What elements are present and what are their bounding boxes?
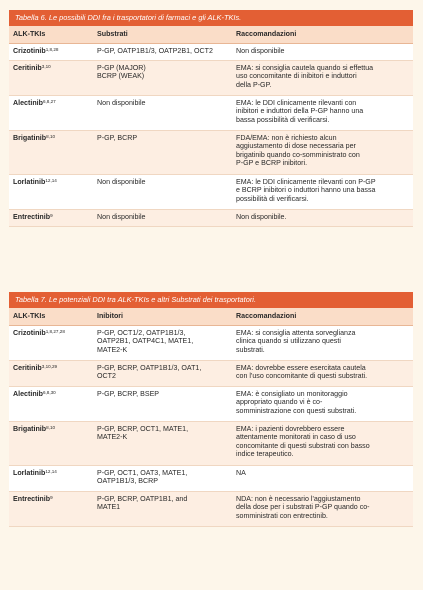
table-row — [9, 421, 413, 465]
cell-text-line: P-GP, BCRP, OATP1B1/3, OAT1, — [97, 363, 202, 372]
recommendation-cell — [232, 465, 413, 491]
reference-superscript: 12,14 — [45, 177, 57, 183]
cell-text-line: della dose per i substrati P-GP quando co- — [236, 503, 370, 512]
data-table — [9, 26, 413, 227]
recommendation-cell — [232, 209, 413, 226]
cell-text-line: BCRP (WEAK) — [97, 72, 145, 81]
drug-name-cell — [9, 465, 93, 491]
data-table — [9, 308, 413, 527]
recommendation-cell — [232, 386, 413, 421]
drug-name: Entrectinib — [13, 494, 51, 503]
cell-text-line: P-GP, BCRP, OCT1, MATE1, — [97, 424, 189, 433]
transporter-cell — [93, 130, 232, 174]
header-row — [9, 26, 413, 43]
cell-text-line: P-GP (MAJOR) — [97, 63, 146, 72]
cell-text-line: P-GP e BCRP inibitori. — [236, 159, 308, 168]
table-row — [9, 60, 413, 95]
table-row — [9, 174, 413, 209]
cell-text-line: MATE1 — [97, 503, 121, 512]
cell-text-line: somministrazione con questi substrati. — [236, 406, 357, 415]
transporter-cell — [93, 95, 232, 130]
transporter-cell — [93, 465, 232, 491]
transporter-cell — [93, 60, 232, 95]
recommendation-cell — [232, 43, 413, 60]
table-row — [9, 95, 413, 130]
cell-text-line: P-GP, BCRP, OATP1B1, and — [97, 494, 188, 503]
drug-name: Crizotinib — [13, 46, 46, 55]
recommendation-cell — [232, 491, 413, 526]
transporter-cell — [93, 360, 232, 386]
cell-text-line: clinica quando si utilizzano questi — [236, 337, 341, 346]
drug-name-cell — [9, 174, 93, 209]
cell-text-line: brigatinib quando co-somministrato con — [236, 150, 360, 159]
drug-name: Ceritinib — [13, 363, 42, 372]
cell-text-line: substrati. — [236, 345, 265, 354]
cell-text-line: aggiustamento di dose necessaria per — [236, 142, 356, 151]
header-row — [9, 308, 413, 325]
cell-text-line: bassa possibilità di verificarsi. — [236, 115, 330, 124]
table-7 — [9, 292, 413, 527]
drug-name: Lorlatinib — [13, 177, 46, 186]
table-row — [9, 325, 413, 360]
reference-superscript: 6,8,30 — [42, 389, 56, 395]
drug-name-cell — [9, 386, 93, 421]
cell-text-line: EMA: è consigliato un monitoraggio — [236, 389, 348, 398]
column-header: Raccomandazioni — [232, 308, 413, 325]
reference-superscript: 6,8,27 — [42, 98, 56, 104]
transporter-cell — [93, 325, 232, 360]
transporter-cell — [93, 209, 232, 226]
transporter-cell — [93, 386, 232, 421]
cell-text-line: P-GP, OCT1, OAT3, MATE1, — [97, 468, 188, 477]
cell-text-line: EMA: si consiglia attenta sorveglianza — [236, 328, 356, 337]
recommendation-cell — [232, 174, 413, 209]
cell-text-line: appropriato quando vi è co- — [236, 398, 323, 407]
cell-text-line: MATE2-K — [97, 345, 128, 354]
reference-superscript: 8,10 — [46, 133, 56, 139]
reference-superscript: 3,10,29 — [41, 363, 58, 369]
cell-text-line: concomitante di questi substrati con basso — [236, 441, 370, 450]
drug-name-cell — [9, 43, 93, 60]
reference-superscript: 1,8,27,28 — [45, 328, 65, 334]
cell-text-line: Non disponibile — [97, 177, 146, 186]
cell-text-line: possibilità di verificarsi. — [236, 194, 309, 203]
recommendation-cell — [232, 325, 413, 360]
recommendation-cell — [232, 421, 413, 465]
cell-text-line: EMA: si consiglia cautela quando si effettua — [236, 63, 374, 72]
transporter-cell — [93, 174, 232, 209]
cell-text-line: indice terapeutico. — [236, 450, 294, 459]
cell-text-line: inibitori e induttori della P-GP hanno una — [236, 107, 364, 116]
transporter-cell — [93, 43, 232, 60]
cell-text-line: somministrati con entrectinib. — [236, 511, 328, 520]
reference-superscript: 8,10 — [46, 424, 56, 430]
cell-text-line: P-GP, BCRP — [97, 133, 138, 142]
recommendation-cell — [232, 95, 413, 130]
table-row — [9, 43, 413, 60]
reference-superscript: 9 — [50, 494, 53, 500]
drug-name-cell — [9, 360, 93, 386]
cell-text-line: e BCRP inibitori o induttori hanno una bassa — [236, 186, 376, 195]
drug-name: Lorlatinib — [13, 468, 46, 477]
table-caption: Tabella 6. Le possibili DDI fra i trasportatori di farmaci e gli ALK-TKIs. — [9, 10, 413, 26]
column-header: ALK-TKIs — [9, 26, 93, 43]
table-row — [9, 465, 413, 491]
table-row — [9, 130, 413, 174]
cell-text-line: P-GP, BCRP, BSEP — [97, 389, 160, 398]
cell-text-line: P-GP, OCT1/2, OATP1B1/3, — [97, 328, 186, 337]
drug-name: Brigatinib — [13, 133, 47, 142]
cell-text-line: P-GP, OATP1B1/3, OATP2B1, OCT2 — [97, 46, 213, 55]
drug-name: Entrectinib — [13, 212, 51, 221]
cell-text-line: OATP2B1, OATP4C1, MATE1, — [97, 337, 194, 346]
cell-text-line: Non disponibile — [97, 212, 146, 221]
drug-name-cell — [9, 60, 93, 95]
drug-name-cell — [9, 421, 93, 465]
cell-text-line: della P-GP. — [236, 80, 272, 89]
cell-text-line: MATE2-K — [97, 433, 128, 442]
drug-name: Brigatinib — [13, 424, 47, 433]
cell-text-line: OCT2 — [97, 372, 116, 381]
reference-superscript: 12,14 — [45, 468, 57, 474]
table-6 — [9, 10, 413, 227]
cell-text-line: FDA/EMA: non è richiesto alcun — [236, 133, 337, 142]
cell-text-line: Non disponibile. — [236, 212, 287, 221]
column-header: ALK-TKIs — [9, 308, 93, 325]
cell-text-line: Non disponibile — [236, 46, 285, 55]
drug-name: Alectinib — [13, 98, 43, 107]
cell-text-line: EMA: i pazienti dovrebbero essere — [236, 424, 345, 433]
column-header: Raccomandazioni — [232, 26, 413, 43]
recommendation-cell — [232, 60, 413, 95]
table-row — [9, 386, 413, 421]
drug-name-cell — [9, 209, 93, 226]
table-row — [9, 360, 413, 386]
column-header: Inibitori — [93, 308, 232, 325]
cell-text-line: EMA: dovrebbe essere esercitata cautela — [236, 363, 366, 372]
cell-text-line: EMA: le DDI clinicamente rilevanti con P-GP — [236, 177, 376, 186]
cell-text-line: OATP1B1/3, BCRP — [97, 477, 158, 486]
reference-superscript: 1,8,28 — [45, 46, 59, 52]
reference-superscript: 9 — [50, 212, 53, 218]
cell-text-line: NDA: non è necessario l'aggiustamento — [236, 494, 361, 503]
drug-name-cell — [9, 491, 93, 526]
drug-name-cell — [9, 325, 93, 360]
cell-text-line: NA — [236, 468, 246, 477]
cell-text-line: EMA: le DDI clinicamente rilevanti con — [236, 98, 357, 107]
cell-text-line: attentamente monitorati in caso di uso — [236, 433, 356, 442]
cell-text-line: con l'uso concomitante di questi substrati. — [236, 372, 368, 381]
reference-superscript: 3,10 — [41, 63, 51, 69]
recommendation-cell — [232, 360, 413, 386]
recommendation-cell — [232, 130, 413, 174]
column-header: Substrati — [93, 26, 232, 43]
transporter-cell — [93, 421, 232, 465]
cell-text-line: Non disponibile — [97, 98, 146, 107]
drug-name-cell — [9, 95, 93, 130]
table-row — [9, 209, 413, 226]
drug-name: Alectinib — [13, 389, 43, 398]
table-caption: Tabella 7. Le potenziali DDI tra ALK-TKIs e altri Substrati dei trasportatori. — [9, 292, 413, 308]
drug-name: Ceritinib — [13, 63, 42, 72]
transporter-cell — [93, 491, 232, 526]
table-row — [9, 491, 413, 526]
cell-text-line: uso concomitante di inibitori e induttori — [236, 72, 357, 81]
drug-name: Crizotinib — [13, 328, 46, 337]
drug-name-cell — [9, 130, 93, 174]
